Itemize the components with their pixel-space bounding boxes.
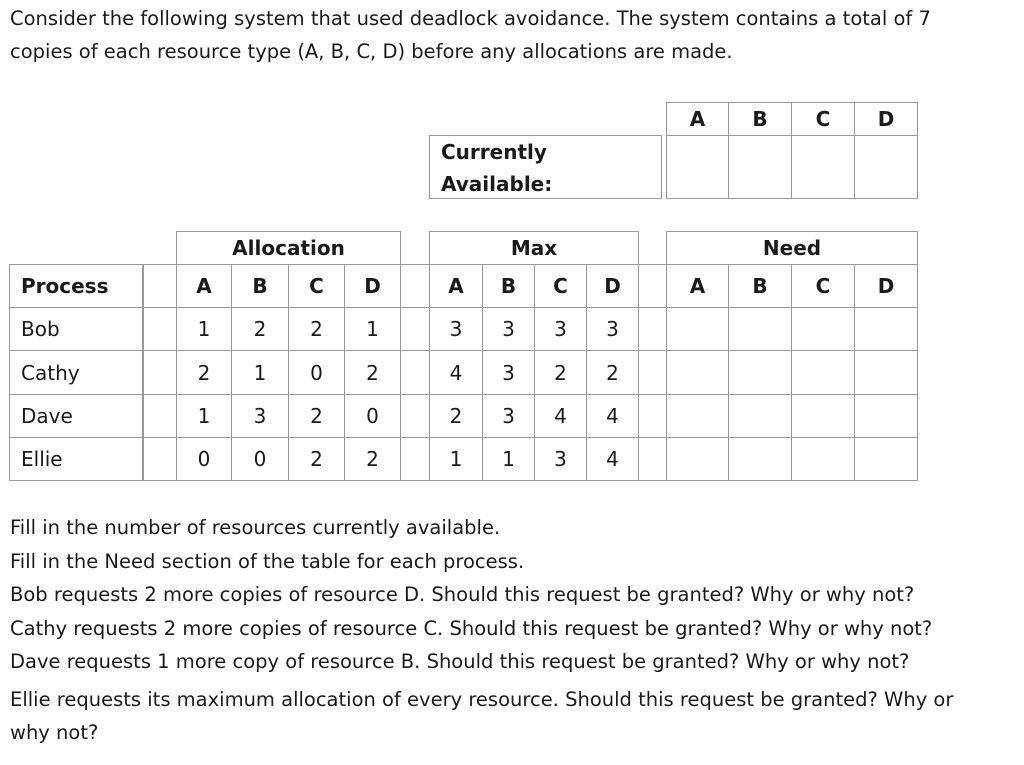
max-cell: 4 (586, 437, 639, 481)
available-header-b: B (728, 102, 792, 136)
question-6: Ellie requests its maximum allocation of every resource. Should this request be granted? Why or why not? (10, 688, 954, 744)
spacer-cell (143, 437, 177, 481)
max-col-c: C (534, 264, 587, 308)
spacer-cell (638, 437, 667, 481)
allocation-cell: 0 (344, 394, 401, 438)
need-input-cell[interactable] (791, 437, 855, 481)
allocation-cell: 1 (176, 307, 232, 351)
allocation-cell: 0 (231, 437, 289, 481)
allocation-col-a: A (176, 264, 232, 308)
spacer-cell (638, 394, 667, 438)
allocation-cell: 2 (344, 350, 401, 395)
need-input-cell[interactable] (791, 350, 855, 395)
need-input-cell[interactable] (666, 350, 729, 395)
need-input-cell[interactable] (728, 350, 792, 395)
spacer-cell (638, 307, 667, 351)
process-name: Ellie (9, 437, 143, 481)
spacer-cell (143, 307, 177, 351)
spacer-cell (143, 264, 177, 308)
process-name: Bob (9, 307, 143, 351)
allocation-cell: 2 (288, 437, 345, 481)
need-col-a: A (666, 264, 729, 308)
need-input-cell[interactable] (728, 394, 792, 438)
question-1: Fill in the number of resources currently available. (10, 516, 501, 539)
need-input-cell[interactable] (791, 307, 855, 351)
allocation-col-b: B (231, 264, 289, 308)
max-col-b: B (482, 264, 535, 308)
allocation-cell: 2 (176, 350, 232, 395)
max-cell: 3 (534, 437, 587, 481)
spacer-cell (400, 437, 430, 481)
spacer-cell (400, 394, 430, 438)
process-column-header: Process (9, 264, 143, 308)
allocation-cell: 1 (231, 350, 289, 395)
need-input-cell[interactable] (728, 307, 792, 351)
max-cell: 3 (429, 307, 483, 351)
need-input-cell[interactable] (854, 350, 918, 395)
available-label-line2: Available: (441, 172, 553, 196)
available-header-a: A (666, 102, 729, 136)
question-5: Dave requests 1 more copy of resource B. Should this request be granted? Why or why not? (10, 650, 910, 673)
need-input-cell[interactable] (854, 437, 918, 481)
max-cell: 3 (482, 307, 535, 351)
allocation-header: Allocation (176, 231, 401, 265)
currently-available-label (429, 135, 662, 199)
spacer-cell (400, 264, 430, 308)
available-input-b[interactable] (728, 135, 792, 199)
need-input-cell[interactable] (791, 394, 855, 438)
question-4: Cathy requests 2 more copies of resource C. Should this request be granted? Why or why not? (10, 617, 933, 640)
available-header-d: D (854, 102, 918, 136)
need-input-cell[interactable] (854, 307, 918, 351)
question-3: Bob requests 2 more copies of resource D. Should this request be granted? Why or why not? (10, 583, 915, 606)
need-input-cell[interactable] (666, 394, 729, 438)
max-cell: 2 (429, 394, 483, 438)
max-cell: 4 (586, 394, 639, 438)
allocation-cell: 0 (176, 437, 232, 481)
max-cell: 4 (534, 394, 587, 438)
max-cell: 3 (586, 307, 639, 351)
allocation-cell: 2 (288, 307, 345, 351)
max-header: Max (429, 231, 639, 265)
available-input-a[interactable] (666, 135, 729, 199)
max-cell: 3 (482, 394, 535, 438)
available-input-d[interactable] (854, 135, 918, 199)
need-col-b: B (728, 264, 792, 308)
spacer-cell (638, 350, 667, 395)
allocation-cell: 2 (231, 307, 289, 351)
need-header: Need (666, 231, 918, 265)
spacer-cell (143, 350, 177, 395)
allocation-cell: 2 (344, 437, 401, 481)
max-cell: 1 (429, 437, 483, 481)
allocation-cell: 0 (288, 350, 345, 395)
allocation-cell: 3 (231, 394, 289, 438)
need-input-cell[interactable] (666, 437, 729, 481)
allocation-cell: 2 (288, 394, 345, 438)
problem-intro: Consider the following system that used deadlock avoidance. The system contains a total of 7 copies of each resource type (A, B, C, D) before any allocations are made. (10, 7, 931, 63)
available-input-c[interactable] (791, 135, 855, 199)
available-label-line1: Currently (441, 140, 547, 164)
max-col-a: A (429, 264, 483, 308)
need-col-d: D (854, 264, 918, 308)
need-input-cell[interactable] (854, 394, 918, 438)
spacer-cell (400, 307, 430, 351)
process-name: Cathy (9, 350, 143, 395)
allocation-col-c: C (288, 264, 345, 308)
allocation-cell: 1 (344, 307, 401, 351)
need-input-cell[interactable] (666, 307, 729, 351)
need-input-cell[interactable] (728, 437, 792, 481)
max-cell: 4 (429, 350, 483, 395)
max-cell: 1 (482, 437, 535, 481)
allocation-col-d: D (344, 264, 401, 308)
spacer-cell (400, 350, 430, 395)
max-cell: 2 (534, 350, 587, 395)
spacer-cell (638, 264, 667, 308)
process-name: Dave (9, 394, 143, 438)
allocation-cell: 1 (176, 394, 232, 438)
max-cell: 3 (534, 307, 587, 351)
spacer-cell (143, 394, 177, 438)
max-cell: 3 (482, 350, 535, 395)
need-col-c: C (791, 264, 855, 308)
max-col-d: D (586, 264, 639, 308)
question-2: Fill in the Need section of the table for each process. (10, 550, 525, 573)
available-header-c: C (791, 102, 855, 136)
max-cell: 2 (586, 350, 639, 395)
